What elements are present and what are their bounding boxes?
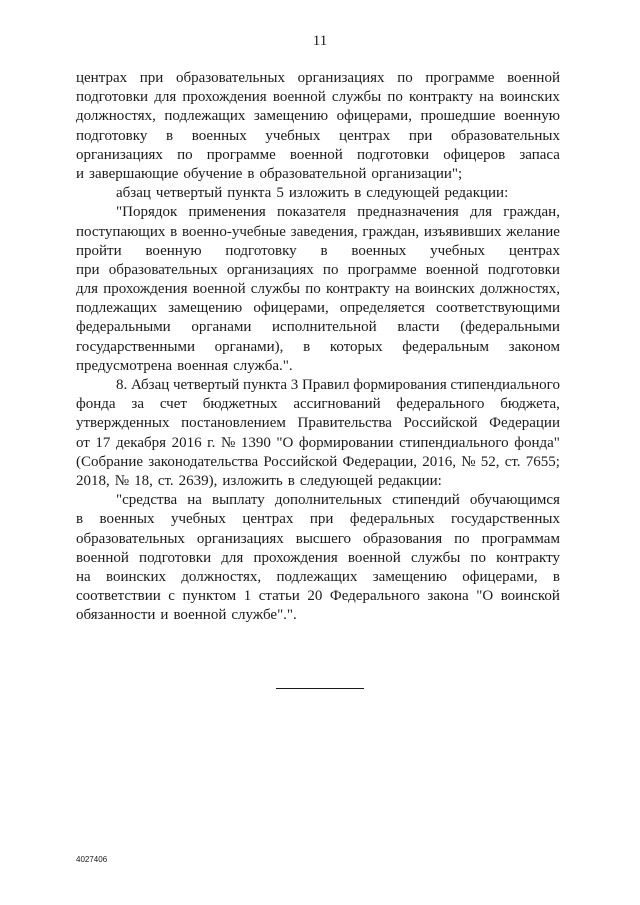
text-line	[76, 414, 560, 433]
word: контракту	[496, 549, 560, 566]
word: законодательства	[148, 453, 259, 470]
word: пройти	[76, 242, 122, 259]
word: 5	[276, 185, 284, 202]
word: соответствии	[76, 588, 161, 605]
word: применения	[188, 204, 266, 221]
text-line	[76, 491, 560, 510]
word: организациях	[226, 261, 314, 278]
word: подготовки	[76, 89, 149, 106]
word: "Порядок	[116, 204, 178, 221]
word: исполнительной	[272, 319, 377, 336]
word: обучение	[183, 165, 243, 182]
word: образовательных	[108, 261, 218, 278]
word: должностях,	[480, 281, 560, 298]
word: подготовки	[487, 261, 560, 278]
word: "О	[276, 434, 294, 451]
word: прошедшие	[420, 108, 496, 125]
word: подготовки	[356, 146, 430, 163]
text-line	[76, 453, 560, 472]
word: на	[76, 568, 91, 585]
word: образовательной	[259, 165, 367, 182]
word: за	[131, 396, 144, 413]
word: ст.	[504, 453, 521, 470]
word: в	[354, 185, 362, 202]
word: подлежащих	[164, 108, 246, 125]
word: по	[177, 146, 193, 163]
text-line	[76, 88, 560, 107]
text-line	[76, 338, 560, 357]
word: фонда	[76, 396, 116, 413]
end-divider	[276, 688, 364, 689]
word: Федерации,	[342, 453, 418, 470]
word: Российской	[263, 453, 338, 470]
word: организациях	[297, 70, 385, 86]
word: офицеров	[443, 146, 506, 163]
word: военную	[145, 242, 202, 259]
word: военной	[507, 70, 560, 86]
word: воинской	[500, 588, 560, 605]
word: Правил	[301, 377, 350, 393]
word: соответствующими	[435, 300, 560, 317]
word: следующей	[366, 185, 440, 202]
word: центрах	[339, 127, 391, 144]
word: запаса	[519, 146, 560, 163]
word: военной	[192, 281, 246, 298]
word: поступающих	[76, 223, 166, 240]
word: стипендий	[392, 492, 460, 509]
word: офицерами,	[462, 568, 538, 585]
word: военных	[191, 127, 247, 144]
word: федеральными	[76, 319, 171, 336]
word: федерального	[396, 396, 485, 413]
word: ассигнований	[293, 396, 381, 413]
text-line	[76, 107, 560, 126]
word: по	[454, 530, 470, 547]
word: изложить	[288, 185, 350, 202]
word: для	[221, 549, 244, 566]
word: подлежащих	[76, 300, 157, 317]
word: контракту	[325, 281, 390, 298]
word: редакции:	[444, 185, 509, 202]
word: образовательных	[176, 70, 285, 86]
text-line	[76, 127, 560, 146]
word: изложить	[222, 472, 283, 489]
word: пунктом	[182, 588, 237, 605]
word: желание	[506, 223, 560, 240]
word: образовательных	[76, 530, 185, 547]
word: программе	[425, 70, 495, 86]
word: замещению	[372, 568, 447, 585]
word: 1	[243, 588, 252, 605]
word: от	[76, 434, 90, 451]
word: контракту	[409, 89, 473, 106]
word: военной	[347, 549, 401, 566]
word: центрах	[242, 511, 294, 528]
word: обязанности	[76, 607, 156, 624]
word: подготовку	[225, 242, 297, 259]
word: военной	[272, 89, 326, 106]
word: в	[247, 165, 255, 182]
word: обучающимся	[469, 492, 560, 509]
word: которых	[329, 338, 383, 355]
word: должностях,	[76, 108, 156, 125]
word: четвертый	[172, 377, 240, 393]
word: в	[170, 223, 178, 240]
word: редакции:	[378, 472, 442, 489]
word: в	[552, 568, 560, 585]
word: по	[397, 70, 413, 86]
text-line	[76, 184, 560, 203]
text-line	[76, 530, 560, 549]
word: организации";	[371, 165, 463, 182]
word: №	[461, 453, 476, 470]
word: службы	[410, 549, 461, 566]
word: служба.".	[233, 357, 293, 374]
word: центрах	[508, 242, 560, 259]
word: 2016,	[422, 453, 457, 470]
text-line	[76, 434, 560, 453]
word: подлежащих	[276, 568, 358, 585]
word: программе	[206, 146, 276, 163]
text-line	[76, 69, 560, 88]
word: подготовку	[76, 127, 148, 144]
text-line	[76, 510, 560, 529]
text-line	[76, 568, 560, 587]
document-code: 4027406	[76, 855, 108, 864]
word: прохождения	[103, 281, 188, 298]
word: для	[76, 281, 99, 298]
word: дополнительных	[274, 492, 383, 509]
word: учебных	[170, 511, 226, 528]
word: государственными	[76, 338, 195, 355]
word: должностях,	[181, 568, 262, 585]
word: с	[168, 588, 175, 605]
text-line	[76, 165, 560, 184]
word: органами),	[214, 338, 284, 355]
word: №	[220, 434, 236, 451]
word: граждан,	[362, 223, 420, 240]
word: 2016	[171, 434, 202, 451]
word: на	[187, 492, 202, 509]
word: граждан,	[503, 204, 560, 221]
text-line	[76, 376, 560, 395]
word: стипендиального	[399, 434, 509, 451]
word: пункта	[227, 185, 272, 202]
word: 7655;	[525, 453, 560, 470]
word: выплату	[211, 492, 265, 509]
word: счет	[159, 396, 187, 413]
word: фонда"	[514, 434, 560, 451]
word: для	[154, 89, 177, 106]
word: по	[305, 281, 321, 298]
word: образования	[363, 530, 443, 547]
word: военная	[177, 357, 229, 374]
text-line	[76, 472, 560, 491]
word: при	[76, 261, 100, 278]
word: службы	[250, 281, 301, 298]
word: программам	[481, 530, 560, 547]
word: 52,	[480, 453, 500, 470]
word: предусмотрена	[76, 357, 173, 374]
word: формировании	[298, 434, 394, 451]
word: бюджетных	[202, 396, 278, 413]
text-line	[76, 587, 560, 606]
word: бюджета,	[500, 396, 560, 413]
word: г.	[207, 434, 216, 451]
word: 18,	[134, 472, 153, 489]
word: государственных	[451, 511, 560, 528]
word: замещению	[253, 108, 329, 125]
text-line	[76, 299, 560, 318]
word: в	[76, 511, 84, 528]
word: 17	[95, 434, 111, 451]
word: по	[470, 549, 486, 566]
word: изъявивших	[423, 223, 502, 240]
word: по	[322, 261, 339, 278]
word: при	[408, 127, 433, 144]
text-line	[76, 606, 560, 625]
word: закона	[427, 588, 469, 605]
word: военных	[351, 242, 407, 259]
text-line	[76, 203, 560, 222]
word: показателя	[277, 204, 347, 221]
word: на	[479, 89, 494, 106]
word: 20	[307, 588, 323, 605]
word: органами	[191, 319, 252, 336]
word: Федерального	[329, 588, 420, 605]
word: определяется	[339, 300, 425, 317]
word: военной	[76, 549, 129, 566]
word: постановлением	[181, 415, 286, 432]
text-line	[76, 280, 560, 299]
word: 2018,	[76, 472, 110, 489]
word: подготовки	[139, 549, 212, 566]
word: для	[469, 204, 492, 221]
word: Правительства	[297, 415, 392, 432]
page-number: 11	[312, 33, 328, 49]
word: военную	[503, 108, 560, 125]
word: в	[166, 127, 174, 144]
word: воинских	[414, 281, 475, 298]
word: программе	[347, 261, 417, 278]
word: центрах	[76, 70, 128, 86]
body-text	[76, 69, 560, 625]
text-line	[76, 318, 560, 337]
word: 8.	[116, 377, 128, 393]
word: следующей	[299, 472, 374, 489]
word: формирования	[353, 377, 447, 393]
word: военной	[289, 146, 343, 163]
text-line	[76, 223, 560, 242]
word: предназначения	[357, 204, 459, 221]
word: и	[160, 607, 169, 624]
word: четвертый	[155, 185, 223, 202]
word: 1390	[240, 434, 271, 451]
word: офицерами,	[336, 108, 412, 125]
text-line	[76, 261, 560, 280]
word: прохождения	[253, 549, 338, 566]
word: федеральных	[349, 511, 435, 528]
word: военных	[99, 511, 155, 528]
word: заведения,	[290, 223, 358, 240]
word: Федерации	[489, 415, 560, 432]
word: стипендиального	[450, 377, 560, 393]
word: (федеральными	[460, 319, 560, 336]
word: учебных	[265, 127, 321, 144]
word: федеральным	[402, 338, 489, 355]
word: "О	[476, 588, 494, 605]
text-line	[76, 395, 560, 414]
word: при	[309, 511, 334, 528]
word: №	[114, 472, 130, 489]
word: пункта	[243, 377, 288, 393]
word: статьи	[258, 588, 300, 605]
word: (Собрание	[76, 453, 144, 470]
word: 2639),	[178, 472, 218, 489]
word: офицерами,	[253, 300, 329, 317]
text-line	[76, 357, 560, 376]
word: службы	[331, 89, 382, 106]
word: военно-учебные	[181, 223, 286, 240]
word: 3	[290, 377, 299, 393]
word: и	[76, 165, 85, 182]
word: при	[139, 70, 164, 86]
word: по	[387, 89, 403, 106]
word: в	[287, 472, 295, 489]
word: абзац	[116, 185, 151, 202]
word: завершающие	[89, 165, 179, 182]
word: ст.	[157, 472, 174, 489]
word: "средства	[116, 492, 178, 509]
word: в	[303, 338, 311, 355]
text-line	[76, 242, 560, 261]
text-line	[76, 146, 560, 165]
word: замещению	[168, 300, 243, 317]
word: организациях	[196, 530, 284, 547]
word: власти	[397, 319, 440, 336]
word: Российской	[403, 415, 478, 432]
word: Абзац	[130, 377, 170, 393]
word: декабря	[115, 434, 167, 451]
word: службе".".	[231, 607, 297, 624]
word: на	[395, 281, 410, 298]
word: образовательных	[451, 127, 560, 144]
word: военной	[425, 261, 479, 278]
word: высшего	[295, 530, 352, 547]
word: законом	[508, 338, 560, 355]
word: утвержденных	[76, 415, 170, 432]
word: прохождения	[182, 89, 267, 106]
word: военной	[173, 607, 227, 624]
word: воинских	[105, 568, 166, 585]
word: учебных	[430, 242, 486, 259]
word: организациях	[76, 146, 163, 163]
text-line	[76, 549, 560, 568]
word: воинских	[499, 89, 560, 106]
word: в	[320, 242, 328, 259]
